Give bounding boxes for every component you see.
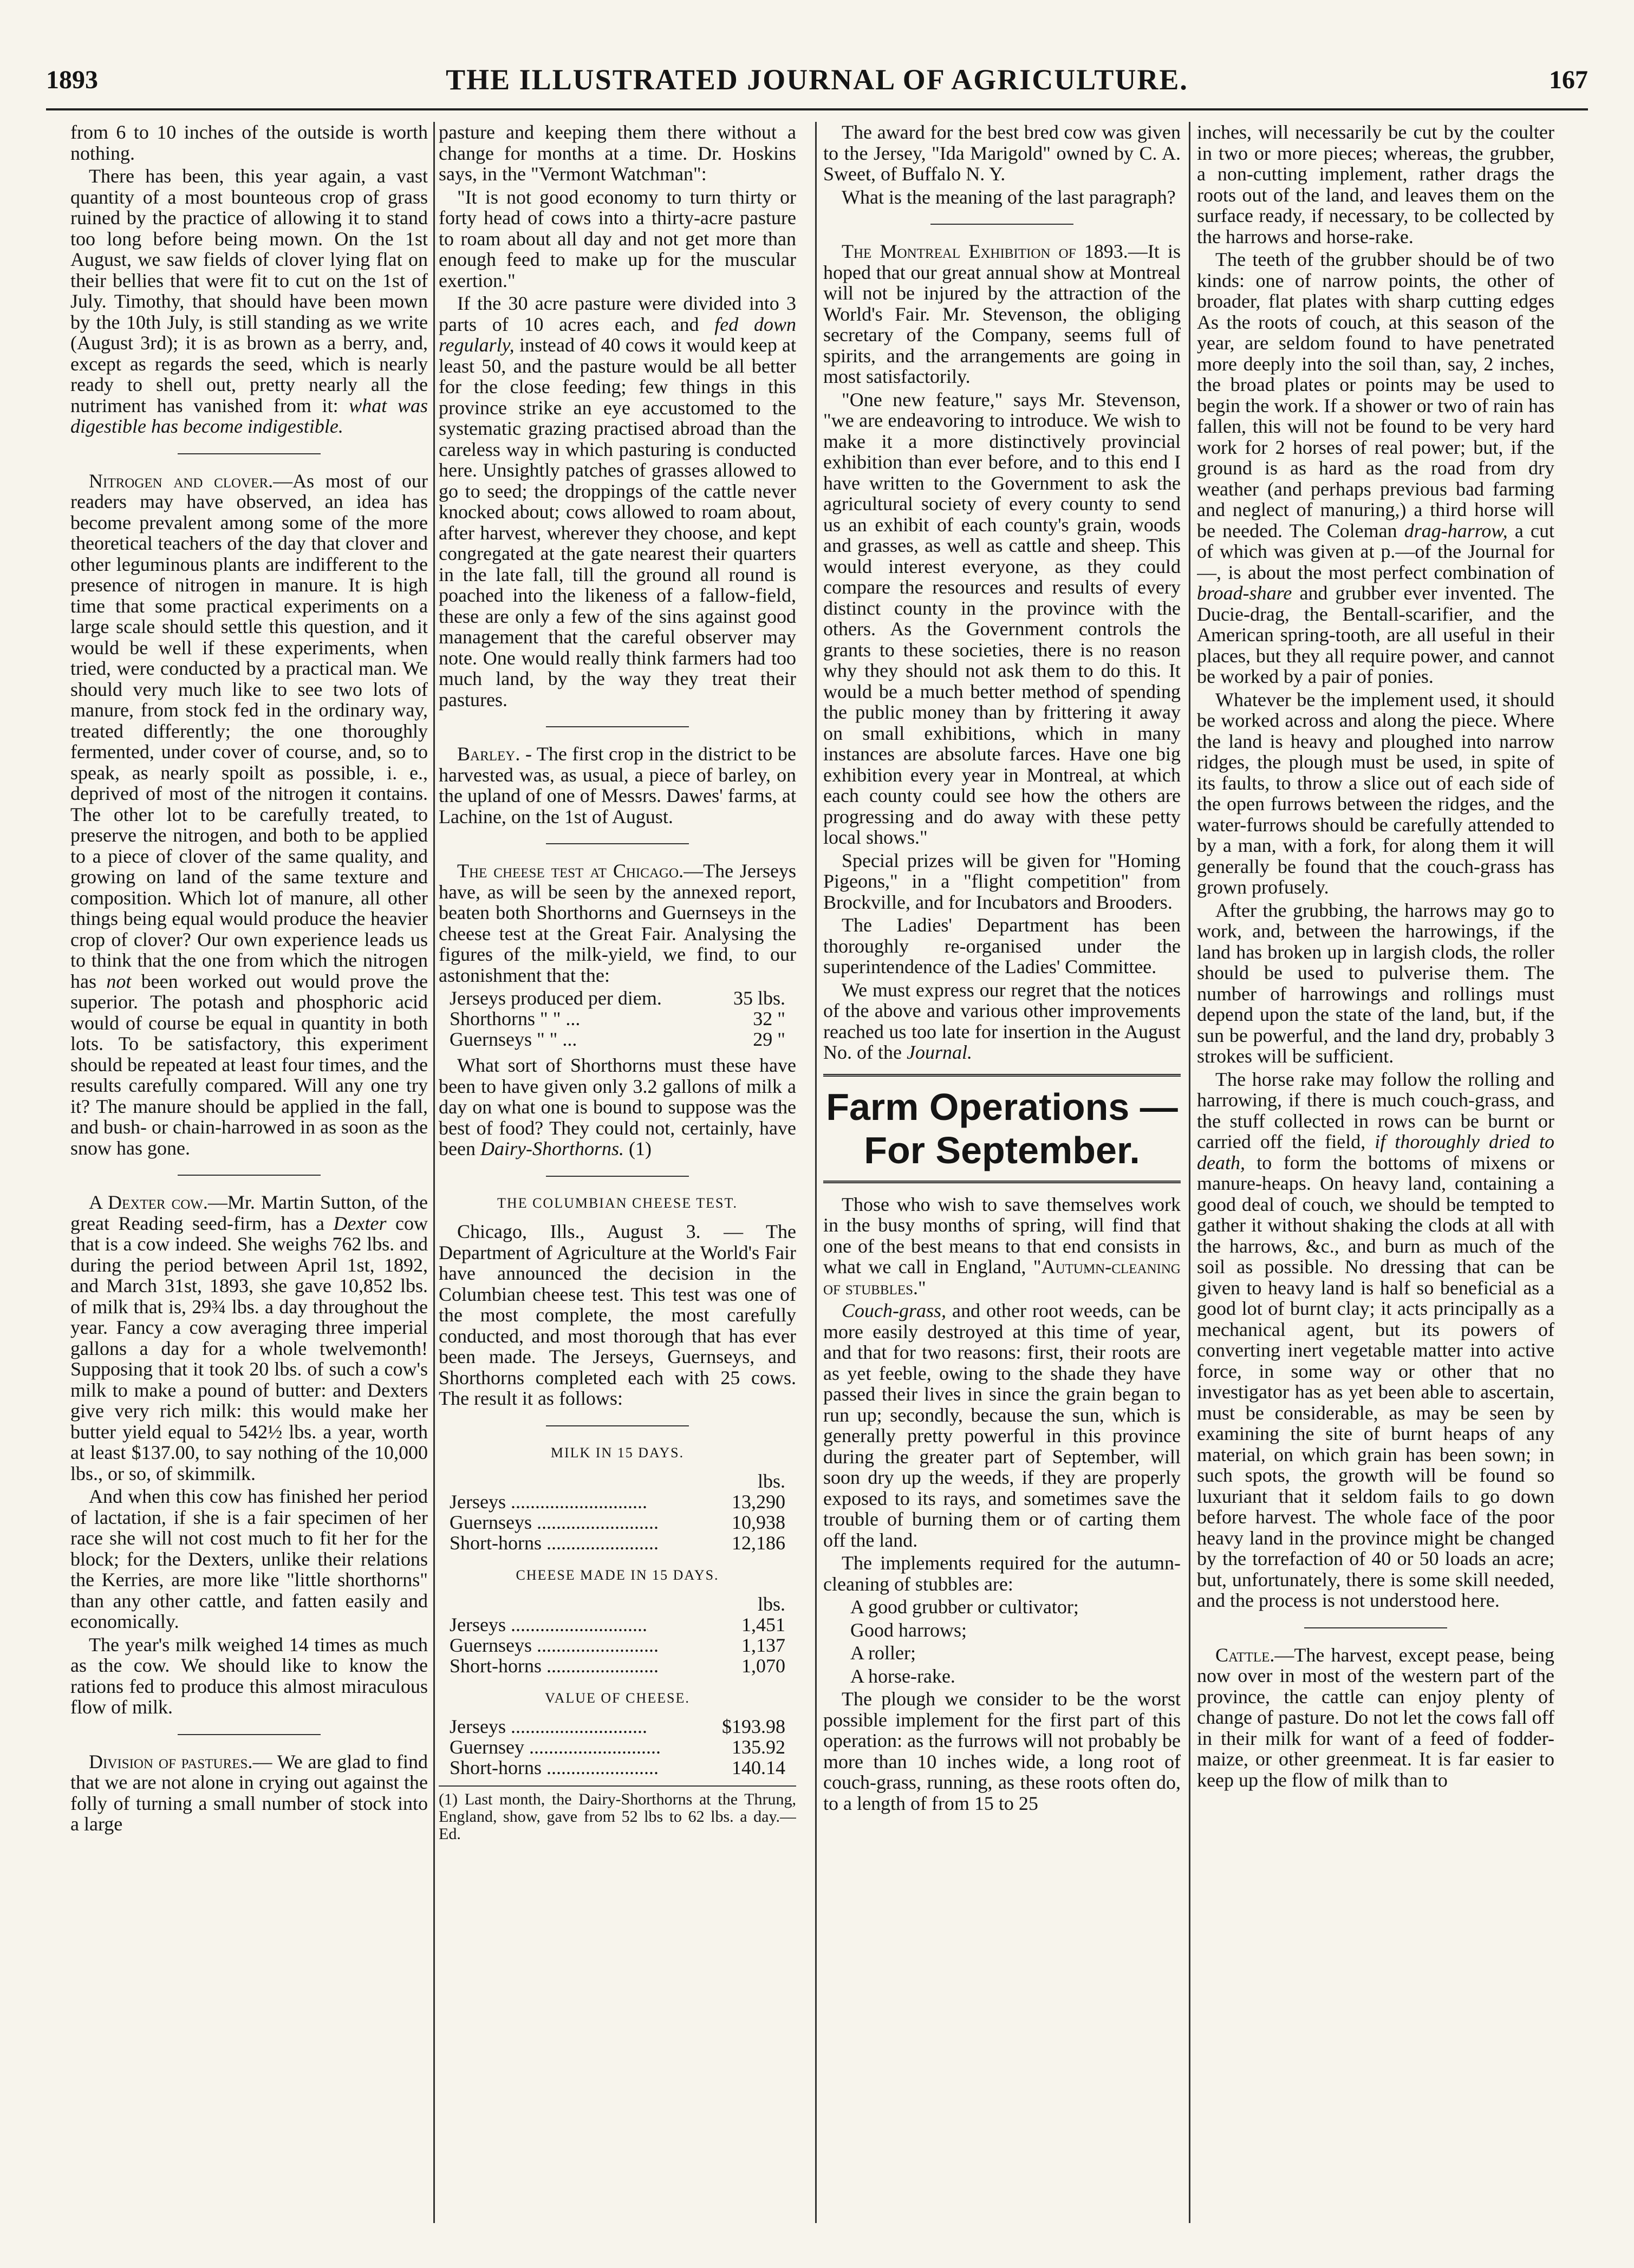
per-diem-table — [450, 988, 796, 1050]
paragraph: If the 30 acre pasture were divided into 3 parts of 10 acres each, and fed down regularly, instead of 40 cows it would keep at least 50, and the pasture would be all better for the close feeding; few things in this province strike an eye accustomed to the systematic grazing practised abroad than the careless way in which pasturing is conducted here. Unsightly patches of grasses allowed to go to seed; the droppings of the cattle never knocked about; cows allowed to roam about, after harvest, wherever they choose, and kept congregated at the gate nearest their quarters in the late fall, till the ground all round is poached into the likeness of a fallow-field, these are only a few of the sins against good management that the careful observer may note. One would really think farmers had too much land, by the way they treat their pastures. — [439, 292, 796, 711]
article-dexter: A Dexter cow.—Mr. Martin Sutton, of the great Reading seed-firm, has a Dexter cow that is a cow indeed. She weighs 762 lbs. and during the period between April 1st, 1892, and March 31st, 1893, she gave 10,852 lbs. of milk that is, 29¾ lbs. a day throughout the year. Fancy a cow averaging three imperial gallons a day for a whole twelvemonth! Supposing that it took 20 lbs. of such a cow's milk to make a pound of butter: and Dexters give very rich milk: this would make her butter yield equal to 542½ lbs. a year, worth at least $137.00, to say nothing of the 10,000 lbs., or so, of skimmilk. — [70, 1191, 428, 1484]
table-row: Guernseys " " ... 29 " — [450, 1028, 785, 1050]
paragraph: And when this cow has finished her period of lactation, if she is a fair specimen of her race she will not cost much to fit her for the block; for the Dexters, unlike their relations the Kerries, are more like "little shorthorns" than any other cattle, and fatten easily and economically. — [70, 1485, 428, 1632]
table-row: Guernseys ......................... 10,938 — [450, 1511, 785, 1533]
table-row: Short-horns ....................... 1,070 — [450, 1654, 785, 1677]
cheese-table-caption: CHEESE MADE IN 15 DAYS. — [516, 1567, 719, 1583]
paragraph: The horse rake may follow the rolling and harrowing, if there is much couch-grass, and the stuff collected in rows can be burnt or carried off the field, if thoroughly dried to death, to form the bottoms of mixens or manure-heaps. On heavy land, containing a good deal of couch, we should be tempted to gather it without shaking the clods at all with the harrows, &c., and burn as much of the soil as possible. No dressing that can be given to heavy land is half so beneficial as a good lot of burnt clay; it acts principally as a mechanical agent, but its powers of converting inert vegetable matter into active force, in some way or other that no investigator has as yet been able to ascertain, must be considerable, as may be seen by examining the site of burnt heaps of any material, on which grain has been sown; in such spots, the growth will be found so luxuriant that it seldom fails to go down before harvest. The whole face of the poor heavy land in the province might be changed by the torrefaction of 40 or 50 loads an acre; but, unfortunately, there is some skill needed, and the process is not understood here. — [1197, 1068, 1554, 1611]
paragraph: inches, will necessarily be cut by the coulter in two or more pieces; whereas, the grubber, a non-cutting implement, rather drags the roots out of the land, and leaves them on the surface ready, if necessary, to be collected by the harrows and horse-rake. — [1197, 122, 1554, 247]
section-banner — [823, 1074, 1181, 1183]
article-nitrogen: Nitrogen and clover.—As most of our readers may have observed, an idea has become prevalent among some of the more theoretical teachers of the day that clover and other leguminous plants are indifferent to the presence of nitrogen in manure. It is high time that some practical experiments on a large scale should settle this question, and it would be well if these experiments, when tried, were conducted by a practical man. We should very much like to see two lots of manure, from stock fed in the ordinary way, treated differently; the one thoroughly fermented, under cover of course, and, so to speak, as nearly spoilt as possible, i. e., deprived of most of the nitrogen it contains. The other lot to be carefully treated, to preserve the nitrogen, and both to be applied to a piece of clover of the same quality, and growing on land of the same texture and composition. Which lot of manure, all other things being equal would produce the heavier crop of clover? Our own experience leads us to think that the one from which the nitrogen has not been worked out would prove the superior. The potash and phosphoric acid would of course be equal in quantity in both lots. To be satisfactory, this experiment should be repeated at least four times, and the results carefully compared. Will any one try it? The manure should be applied in the fall, and bush- or chain-harrowed in as soon as the snow has gone. — [70, 470, 428, 1159]
column-rule — [815, 122, 817, 2223]
article-barley: Barley. - The first crop in the district to be harvested was, as usual, a piece of barley, on the upland of one of Messrs. Dawes' farms, at Lachine, on the 1st of August. — [439, 743, 796, 827]
section-divider — [178, 1175, 321, 1176]
paragraph: from 6 to 10 inches of the outside is worth nothing. — [70, 122, 428, 164]
paragraph: The teeth of the grubber should be of two kinds: one of narrow points, the other of broader, flat plates with sharp cutting edges As the roots of couch, at this season of the year, are seldom found to have penetrated more deeply into the soil than, say, 2 inches, the broad plates or points may be used to begin the work. If a shower or two of rain has fallen, this will not be found to be very hard work for 2 horses of real power; but, if the ground is as hard as the road from dry weather (and perhaps previous bad farming and neglect of manuring,) a third horse will be needed. The Coleman drag-harrow, a cut of which was given at p.—of the Journal for—, is about the most perfect combination of broad-share and grubber ever invented. The Ducie-drag, the Bentall-scarifier, and the American spring-tooth, are all useful in their places, but they all require power, and cannot be worked by a pair of ponies. — [1197, 249, 1554, 687]
table-row: Short-horns ....................... 12,186 — [450, 1532, 785, 1554]
section-divider — [546, 726, 689, 727]
table-row: Jerseys ............................ 1,451 — [450, 1613, 785, 1635]
paragraph: What is the meaning of the last paragraph? — [842, 186, 1176, 208]
section-divider — [546, 1176, 689, 1177]
quotation: "It is not good economy to turn thirty or forty head of cows into a thirty-acre pasture to roam about all day and not get more than enough feed to make up for the muscular exertion." — [439, 186, 796, 291]
paragraph: We must express our regret that the notices of the above and various other improvements reached us too late for insertion in the August No. of the Journal. — [823, 979, 1181, 1063]
table-row: lbs. — [757, 1470, 785, 1492]
page-header — [46, 60, 1588, 110]
column-3 — [823, 122, 1181, 2223]
article-heading: Cattle. — [1215, 1644, 1275, 1666]
article-cheese-test: The cheese test at Chicago.—The Jerseys have, as will be seen by the annexed report, beaten both Shorthorns and Guernseys in the cheese test at the Great Fair. Analysing the figures of the milk-yield, we find, to our astonishment that the: — [439, 860, 796, 986]
article-heading: Barley. — [457, 743, 520, 765]
column-2 — [439, 122, 796, 2223]
article-heading: Nitrogen and clover. — [89, 470, 274, 492]
table-row: Jerseys produced per diem. 35 lbs. — [450, 987, 785, 1009]
value-table — [450, 1716, 796, 1778]
columbian-heading: THE COLUMBIAN CHEESE TEST. — [497, 1195, 738, 1211]
implements-list — [823, 1596, 1181, 1686]
section-divider — [546, 843, 689, 844]
column-4 — [1197, 122, 1554, 2223]
paragraph: The year's milk weighed 14 times as much as the cow. We should like to know the rations fed to produce this almost miraculous flow of milk. — [70, 1633, 428, 1718]
table-row: Jerseys ............................ $193.98 — [450, 1716, 785, 1737]
paragraph: What sort of Shorthorns must these have been to have given only 3.2 gallons of milk a day on what one is bound to suppose was the best of food? They could not, certainly, have been Dairy-Shorthorns. (1) — [439, 1054, 796, 1159]
paragraph: pasture and keeping them there without a change for months at a time. Dr. Hoskins says, in the "Vermont Watchman": — [439, 122, 796, 185]
paragraph: There has been, this year again, a vast quantity of a most bounteous crop of grass ruined by the practice of allowing it to stand too long before being mown. On the 1st August, we saw fields of clover lying flat on their bellies that were fit to cut on the 1st of July. Timothy, that should have been mown by the 10th July, is still standing as we write (August 3rd); it is as brown as a berry, and, except as regards the seed, which is nearly ready to shell out, pretty nearly all the nutriment has vanished from it: what was digestible has become indigestible. — [70, 165, 428, 437]
cheese-table — [450, 1594, 796, 1676]
paragraph: The award for the best bred cow was given to the Jersey, "Ida Marigold" owned by C. A. Sweet, of Buffalo N. Y. — [823, 122, 1181, 185]
footnote: (1) Last month, the Dairy-Shorthorns at the Thrung, England, show, gave from 52 lbs to 62 lbs. a day.—Ed. — [439, 1785, 796, 1843]
banner-title: Farm Operations — For September. — [826, 1085, 1178, 1171]
table-row: lbs. — [757, 1593, 785, 1615]
paragraph: The Ladies' Department has been thoroughly re-organised under the superintendence of the Ladies' Committee. — [823, 914, 1181, 977]
column-rule — [1189, 122, 1190, 2223]
paragraph: The plough we consider to be the worst possible implement for the first part of this operation: as the furrows will not probably be more than 10 inches wide, a long root of couch-grass, running, as these roots often do, to a length of from 15 to 25 — [823, 1688, 1181, 1814]
article-heading: Division of pastures. — [89, 1750, 253, 1772]
milk-table — [450, 1471, 796, 1553]
section-divider — [930, 224, 1073, 225]
table-row: Short-horns ....................... 140.14 — [450, 1757, 785, 1778]
paragraph: After the grubbing, the harrows may go to work, and, between the harrowings, if the land has broken up in largish clods, the roller should be used to pulverise them. The number of harrowings and rollings must depend upon the state of the land, but, if the sun be powerful, and the land dry, probably 3 strokes will be sufficient. — [1197, 899, 1554, 1067]
paragraph: The implements required for the autumn-cleaning of stubbles are: — [823, 1552, 1181, 1595]
column-rule — [433, 122, 435, 2223]
journal-title: THE ILLUSTRATED JOURNAL OF AGRICULTURE. — [446, 63, 1188, 96]
paragraph: Chicago, Ills., August 3. — The Department of Agriculture at the World's Fair have announced the decision in the Columbian cheese test. This test was one of the most complete, the most carefully conducted, and most thorough that has ever been made. The Jerseys, Guernseys, and Shorthorns completed each with 25 cows. The result it as follows: — [439, 1221, 796, 1409]
table-row: Shorthorns " " ... 32 " — [450, 1008, 785, 1029]
article-division: Division of pastures.— We are glad to find that we are not alone in crying out against the folly of turning a small number of stock into a large — [70, 1750, 428, 1835]
list-item: A horse-rake. — [850, 1665, 955, 1687]
paragraph: Special prizes will be given for "Homing Pigeons," in a "flight competition" from Brockville, and for Incubators and Brooders. — [823, 849, 1181, 913]
article-cattle: Cattle.—The harvest, except pease, being now over in most of the western part of the province, the cattle can enjoy plenty of change of pasture. Do not let the cows fall off in their milk for want of a feed of fodder-maize, or other greenmeat. It is far easier to keep up the flow of milk than to — [1197, 1644, 1554, 1791]
section-divider — [546, 1425, 689, 1426]
list-item: A roller; — [850, 1642, 916, 1664]
article-heading: A Dexter cow. — [89, 1191, 208, 1213]
paragraph: Those who wish to save themselves work in the busy months of spring, will find that one of the best means to that end consists in what we call in England, "Autumn-cleaning of stubbles." — [823, 1193, 1181, 1299]
column-1 — [70, 122, 428, 2223]
list-item: A good grubber or cultivator; — [850, 1596, 1079, 1618]
section-divider — [178, 1734, 321, 1735]
value-table-caption: VALUE OF CHEESE. — [545, 1690, 690, 1706]
section-divider — [1304, 1627, 1447, 1628]
paragraph: Couch-grass, and other root weeds, can be more easily destroyed at this time of year, and that for two reasons: first, their roots are as yet feeble, owing to the shade they have passed their lives in since the grain began to run up; secondly, because the sun, which is generally pretty powerful in this province during the greater part of September, will soon dry up the weeds, if they are properly exposed to its rays, and sometimes save the trouble of burning them or of carting them off the land. — [823, 1300, 1181, 1551]
header-year: 1893 — [46, 66, 98, 94]
table-row: Guernseys ......................... 1,137 — [450, 1634, 785, 1656]
list-item: Good harrows; — [850, 1619, 967, 1641]
table-row: Jerseys ............................ 13,290 — [450, 1491, 785, 1513]
milk-table-caption: MILK IN 15 DAYS. — [550, 1444, 685, 1461]
article-heading: The Montreal Exhibition of 1893. — [842, 240, 1128, 262]
paragraph: "One new feature," says Mr. Stevenson, "we are endeavoring to introduce. We wish to make it a more distinctively provincial exhibition than ever before, and to this end I have written to the Government to ask the agricultural society of every county to send us an exhibit of each county's grain, woods and grasses, as well as cattle and sheep. This would interest everyone, as they could compare the resources and results of every distinct county in the province with the others. As the Government controls the grants to these societies, there is no reason why they should not ask them to do this. It would be a much better method of spending the public money than by frittering it away on small exhibitions, which in many instances are absolute farces. Have one big exhibition every year in Montreal, at which each county could see how the others are progressing and do away with these petty local shows." — [823, 388, 1181, 848]
section-divider — [178, 453, 321, 454]
article-heading: The cheese test at Chicago. — [457, 860, 684, 882]
page-number: 167 — [1549, 66, 1588, 94]
paragraph: Whatever be the implement used, it should be worked across and along the piece. Where the land is heavy and ploughed into narrow ridges, the plough must be used, in spite of its faults, to throw a slice out of each side of the open furrows between the ridges, and the water-furrows should be carefully attended to by a man, with a fork, for along them it will generally be found that the couch-grass has grown profusely. — [1197, 688, 1554, 898]
table-row: Guernsey ........................... 135.92 — [450, 1736, 785, 1758]
article-montreal: The Montreal Exhibition of 1893.—It is hoped that our great annual show at Montreal will not be injured by the attraction of the World's Fair. Mr. Stevenson, the obliging secretary of the Company, seems full of spirits, and the arrangements are going in most satisfactorily. — [823, 240, 1181, 387]
